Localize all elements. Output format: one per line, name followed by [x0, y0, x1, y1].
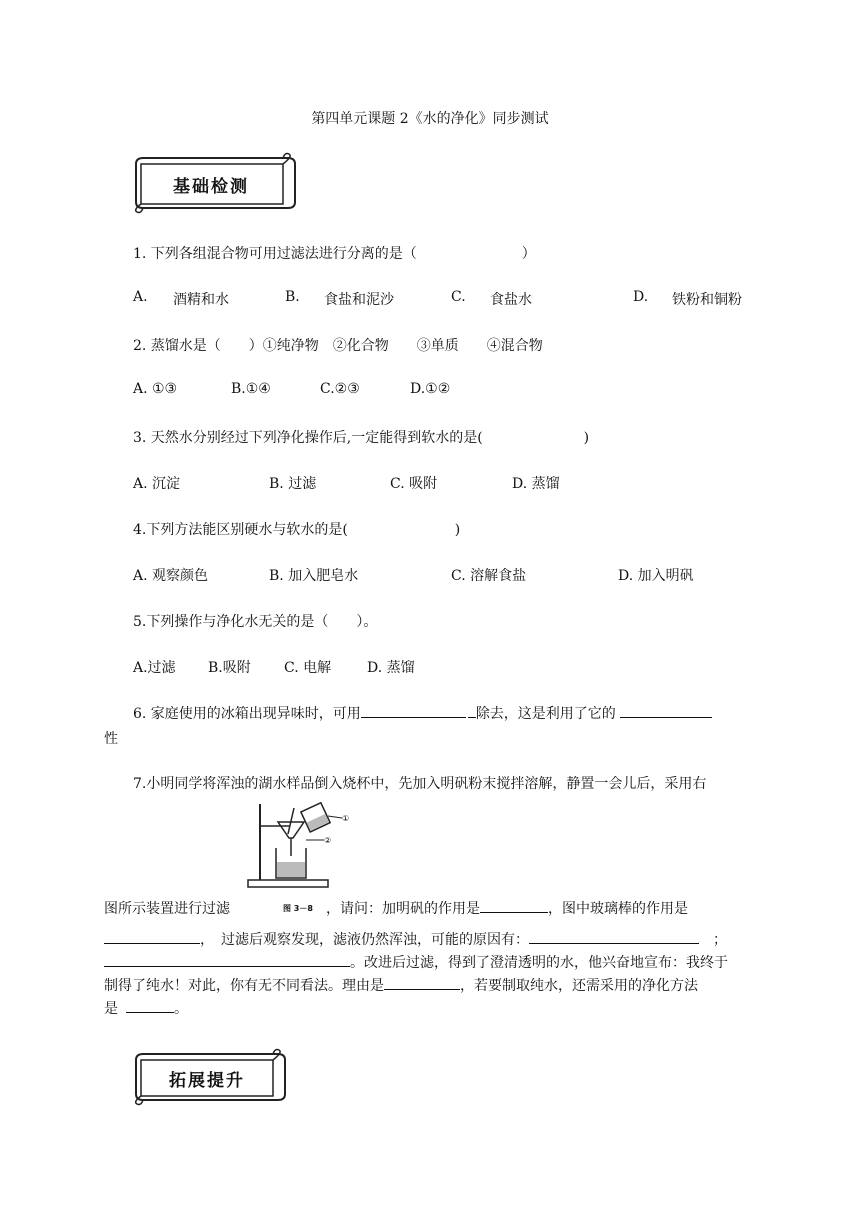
q5-option-a: A.过滤: [133, 660, 176, 676]
q7-line4-part-a: 。改进后过滤，得到了澄清透明的水，他兴奋地宣布：我终于: [350, 955, 728, 971]
question-6-part3: 性: [104, 731, 118, 747]
q1-option-b-letter: B.: [285, 289, 300, 305]
q4-option-b: B. 加入肥皂水: [269, 568, 359, 584]
q6-blank-1[interactable]: [361, 703, 466, 718]
q7-line2-part-c: ，图中玻璃棒的作用是: [548, 901, 688, 917]
question-1-stem: 1. 下列各组混合物可用过滤法进行分离的是（: [133, 246, 417, 262]
q7-blank-rod-role[interactable]: [104, 929, 200, 944]
question-1: [133, 243, 536, 263]
section-banner-basic: [133, 152, 298, 214]
question-7-line6: [104, 998, 188, 1018]
q1-option-d-text: 铁粉和铜粉: [672, 292, 742, 308]
q3-option-d: D. 蒸馏: [512, 476, 560, 492]
question-7-line1: 7.小明同学将浑浊的湖水样品倒入烧杯中，先加入明矾粉末搅拌溶解，静置一会儿后，采用右: [133, 776, 707, 792]
q1-option-a-text: 酒精和水: [173, 292, 229, 308]
question-4: [133, 519, 460, 539]
q7-blank-alum-role[interactable]: [480, 898, 548, 913]
q7-blank-reason-1[interactable]: [529, 929, 699, 944]
q2-option-c: C.②③: [320, 381, 360, 397]
q1-option-c-letter: C.: [451, 289, 466, 305]
question-6-part1: 6. 家庭使用的冰箱出现异味时，可用: [133, 706, 361, 722]
filtration-apparatus-icon: [246, 800, 356, 912]
q7-blank-reason-2[interactable]: [104, 952, 350, 967]
q7-line5-part-a: 制得了纯水！对此，你有无不同看法。理由是: [104, 978, 384, 994]
figure-label-2: ②: [324, 836, 332, 845]
question-6-part2: 除去，这是利用了它的: [475, 706, 616, 722]
question-3-close: ): [583, 430, 590, 446]
q1-option-d-letter: D.: [633, 289, 649, 305]
question-3: [133, 427, 589, 447]
question-7-line5: [104, 975, 698, 995]
q4-option-c: C. 溶解食盐: [451, 568, 527, 584]
question-4-stem: 4.下列方法能区别硬水与软水的是(: [133, 522, 348, 538]
q7-line3-part-b: ；: [713, 932, 727, 948]
q5-option-d: D. 蒸馏: [367, 660, 415, 676]
q7-blank-opinion[interactable]: [384, 975, 460, 990]
q2-option-b: B.①④: [231, 381, 271, 397]
figure-label-1: ①: [342, 814, 350, 823]
q7-line6-part-a: 是: [104, 1001, 118, 1017]
q7-line2-part-b: ，请问：加明矾的作用是: [326, 901, 480, 917]
q7-line2-part-a: 图所示装置进行过滤: [104, 901, 230, 917]
question-5-stem: 5.下列操作与净化水无关的是（ ）。: [133, 614, 378, 630]
figure-caption: 图 3－8: [283, 904, 313, 913]
question-7-line4: [104, 952, 728, 972]
q5-option-c: C. 电解: [284, 660, 332, 676]
section-title-basic: 基础检测: [173, 177, 249, 197]
q2-option-d: D.①②: [410, 381, 451, 397]
q3-option-b: B. 过滤: [269, 476, 317, 492]
q4-option-d: D. 加入明矾: [618, 568, 694, 584]
q3-option-a: A. 沉淀: [133, 476, 181, 492]
question-6: [133, 703, 712, 723]
q1-option-c-text: 食盐水: [490, 292, 532, 308]
question-7-line2: [104, 898, 688, 918]
question-2-stem: 2. 蒸馏水是（ ）①纯净物 ②化合物 ③单质 ④混合物: [133, 338, 543, 354]
question-7-line3: [104, 929, 727, 949]
q2-option-a: A. ①③: [133, 381, 178, 397]
q7-line5-part-b: ，若要制取纯水，还需采用的净化方法: [460, 978, 698, 994]
question-1-close: ）: [521, 246, 536, 262]
question-4-close: ): [454, 522, 461, 538]
section-banner-extension: [133, 1048, 288, 1106]
question-3-stem: 3. 天然水分别经过下列净化操作后,一定能得到软水的是(: [133, 430, 483, 446]
q6-blank-2[interactable]: [620, 703, 712, 718]
q4-option-a: A. 观察颜色: [133, 568, 209, 584]
q3-option-c: C. 吸附: [390, 476, 438, 492]
page-title: 第四单元课题 2《水的净化》同步测试: [311, 111, 549, 127]
q6-blank-1-tail: [468, 703, 476, 718]
q5-option-b: B.吸附: [208, 660, 251, 676]
q7-line6-part-b: 。: [174, 1001, 188, 1017]
q7-line3-part-a: ， 过滤后观察发现，滤液仍然浑浊，可能的原因有：: [200, 932, 529, 948]
section-title-extension: 拓展提升: [169, 1071, 245, 1091]
q1-option-a-letter: A.: [133, 289, 148, 305]
q7-blank-method[interactable]: [126, 998, 174, 1013]
q1-option-b-text: 食盐和泥沙: [324, 292, 394, 308]
